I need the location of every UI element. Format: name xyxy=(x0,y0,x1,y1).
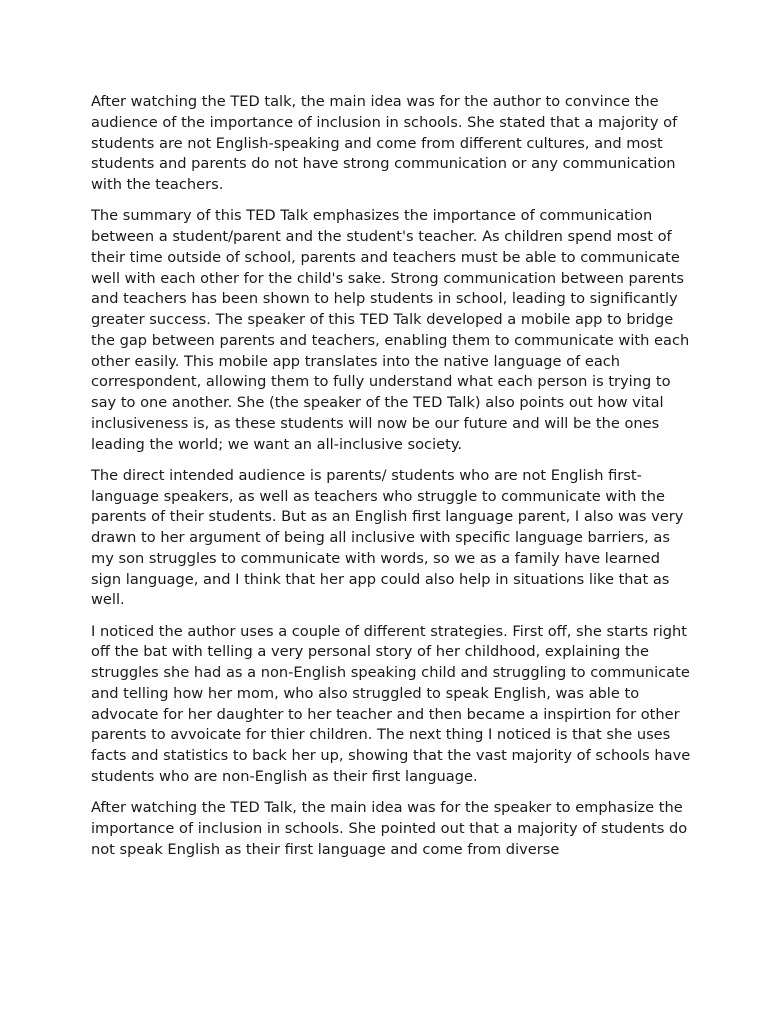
paragraph-2: The summary of this TED Talk emphasizes the importance of communication between a student/parent and the student's teacher. As children spend most of their time outside of school, parents and teachers must be able to communicate well with each other for the child's sake. Strong communication between parents and teachers has been shown to help students in school, leading to significantly greater success. The speaker of this TED Talk developed a mobile app to bridge the gap between parents and teachers, enabling them to communicate with each other easily. This mobile app translates into the native language of each correspondent, allowing them to fully understand what each person is trying to say to one another. She (the speaker of the TED Talk) also points out how vital inclusiveness is, as these students will now be our future and will be the ones leading the world; we want an all-inclusive society. xyxy=(91,207,690,453)
paragraph-5: After watching the TED Talk, the main idea was for the speaker to emphasize the importance of inclusion in schools. She pointed out that a majority of students do not speak English as their first language and come from diverse xyxy=(91,799,688,858)
paragraph-3: The direct intended audience is parents/ students who are not English first-language speakers, as well as teachers who struggle to communicate with the parents of their students. But as an English first language parent, I also was very drawn to her argument of being all inclusive with specific language barriers, as my son struggles to communicate with words, so we as a family have learned sign language, and I think that her app could also help in situations like that as well. xyxy=(91,466,684,609)
document-body xyxy=(91,92,691,871)
paragraph-4: I noticed the author uses a couple of different strategies. First off, she starts right off the bat with telling a very personal story of her childhood, explaining the struggles she had as a non-English speaking child and struggling to communicate and telling how her mom, who also struggled to speak English, was able to advocate for her daughter to her teacher and then became a inspirtion for other parents to avvoicate for thier children. The next thing I noticed is that she uses facts and statistics to back her up, showing that the vast majority of schools have students who are non-English as their first language. xyxy=(91,622,691,785)
paragraph-1: After watching the TED talk, the main idea was for the author to convince the audience of the importance of inclusion in schools. She stated that a majority of students are not English-speaking and come from different cultures, and most students and parents do not have strong communication or any communication with the teachers. xyxy=(91,93,678,193)
